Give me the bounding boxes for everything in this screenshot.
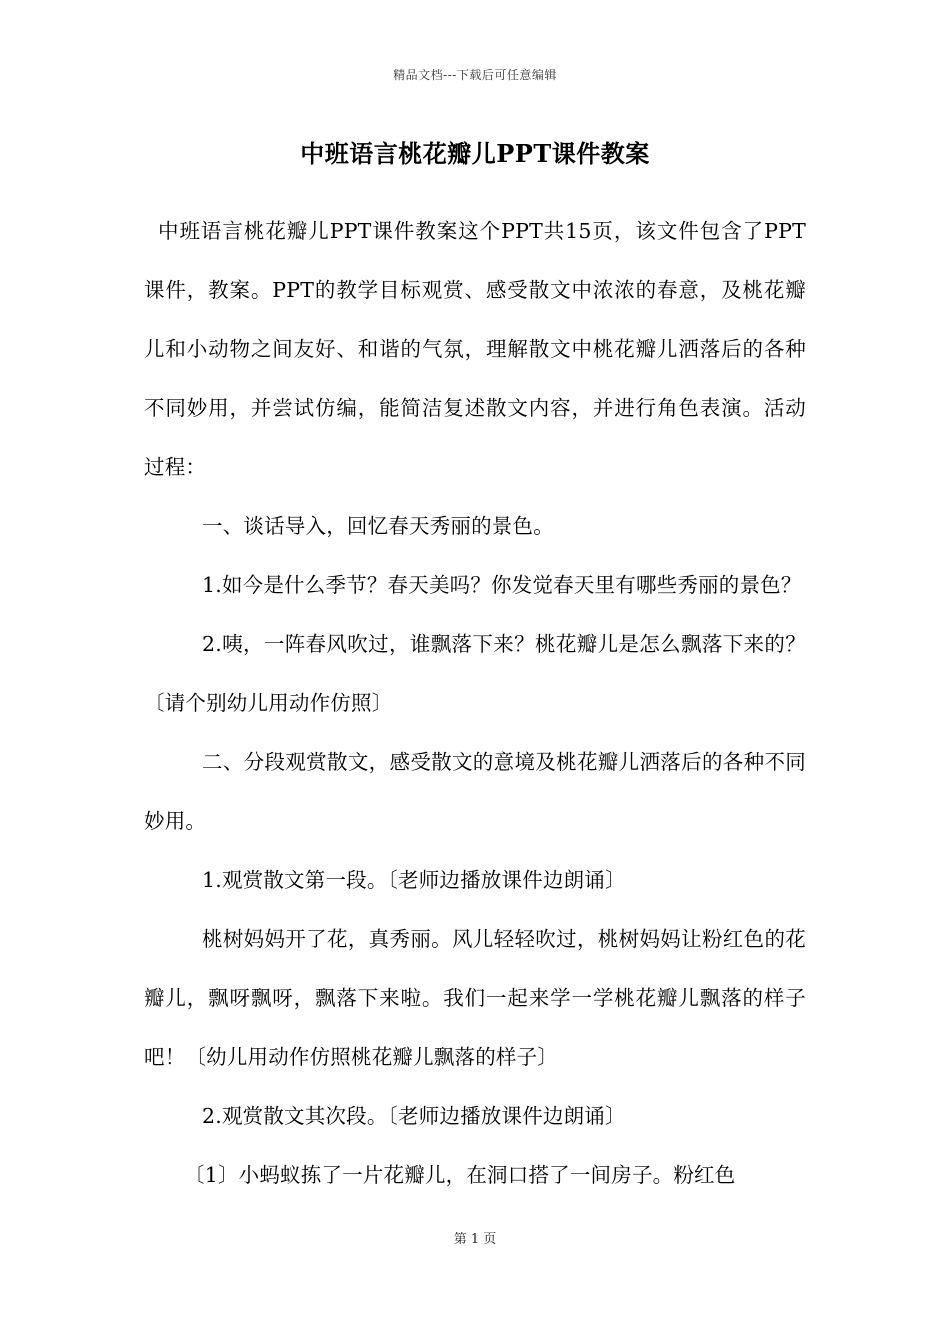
list-item: 1.观赏散文第一段。〔老师边播放课件边朗诵〕 [202, 868, 626, 892]
intro-paragraph: 中班语言桃花瓣儿PPT课件教案这个PPT共15页，该文件包含了PPT课件，教案。PPT的教学目标观赏、感受散文中浓浓的春意，及桃花瓣儿和小动物之间友好、和谐的气氛，理解散文中桃花瓣儿洒落后的各种不同妙用，并尝试仿编，能简洁复述散文内容，并进行角色表演。活动过程： [144, 219, 806, 479]
page-number: 第 1 页 [453, 1232, 497, 1247]
list-item: 1.如今是什么季节？春天美吗？你发觉春天里有哪些秀丽的景色？ [202, 573, 802, 597]
section-heading-1: 一、谈话导入，回忆春天秀丽的景色。 [202, 514, 554, 538]
story-paragraph: 桃树妈妈开了花，真秀丽。风儿轻轻吹过，桃树妈妈让粉红色的花瓣儿，飘呀飘呀，飘落下来啦。我们一起来学一学桃花瓣儿飘落的样子吧！〔幼儿用动作仿照桃花瓣儿飘落的样子〕 [144, 927, 806, 1069]
list-item: 2.观赏散文其次段。〔老师边播放课件边朗诵〕 [202, 1104, 626, 1128]
document-body [144, 202, 806, 1205]
section-heading-2: 二、分段观赏散文，感受散文的意境及桃花瓣儿洒落后的各种不同妙用。 [144, 750, 806, 833]
sub-item: 〔1〕小蚂蚁拣了一片花瓣儿，在洞口搭了一间房子。粉红色 [184, 1163, 736, 1187]
list-item: 2.咦，一阵春风吹过，谁飘落下来？桃花瓣儿是怎么飘落下来的？〔请个别幼儿用动作仿照〕 [144, 632, 806, 715]
header-note: 精品文档---下载后可任意编辑 [393, 68, 557, 82]
document-title: 中班语言桃花瓣儿PPT课件教案 [300, 139, 650, 168]
